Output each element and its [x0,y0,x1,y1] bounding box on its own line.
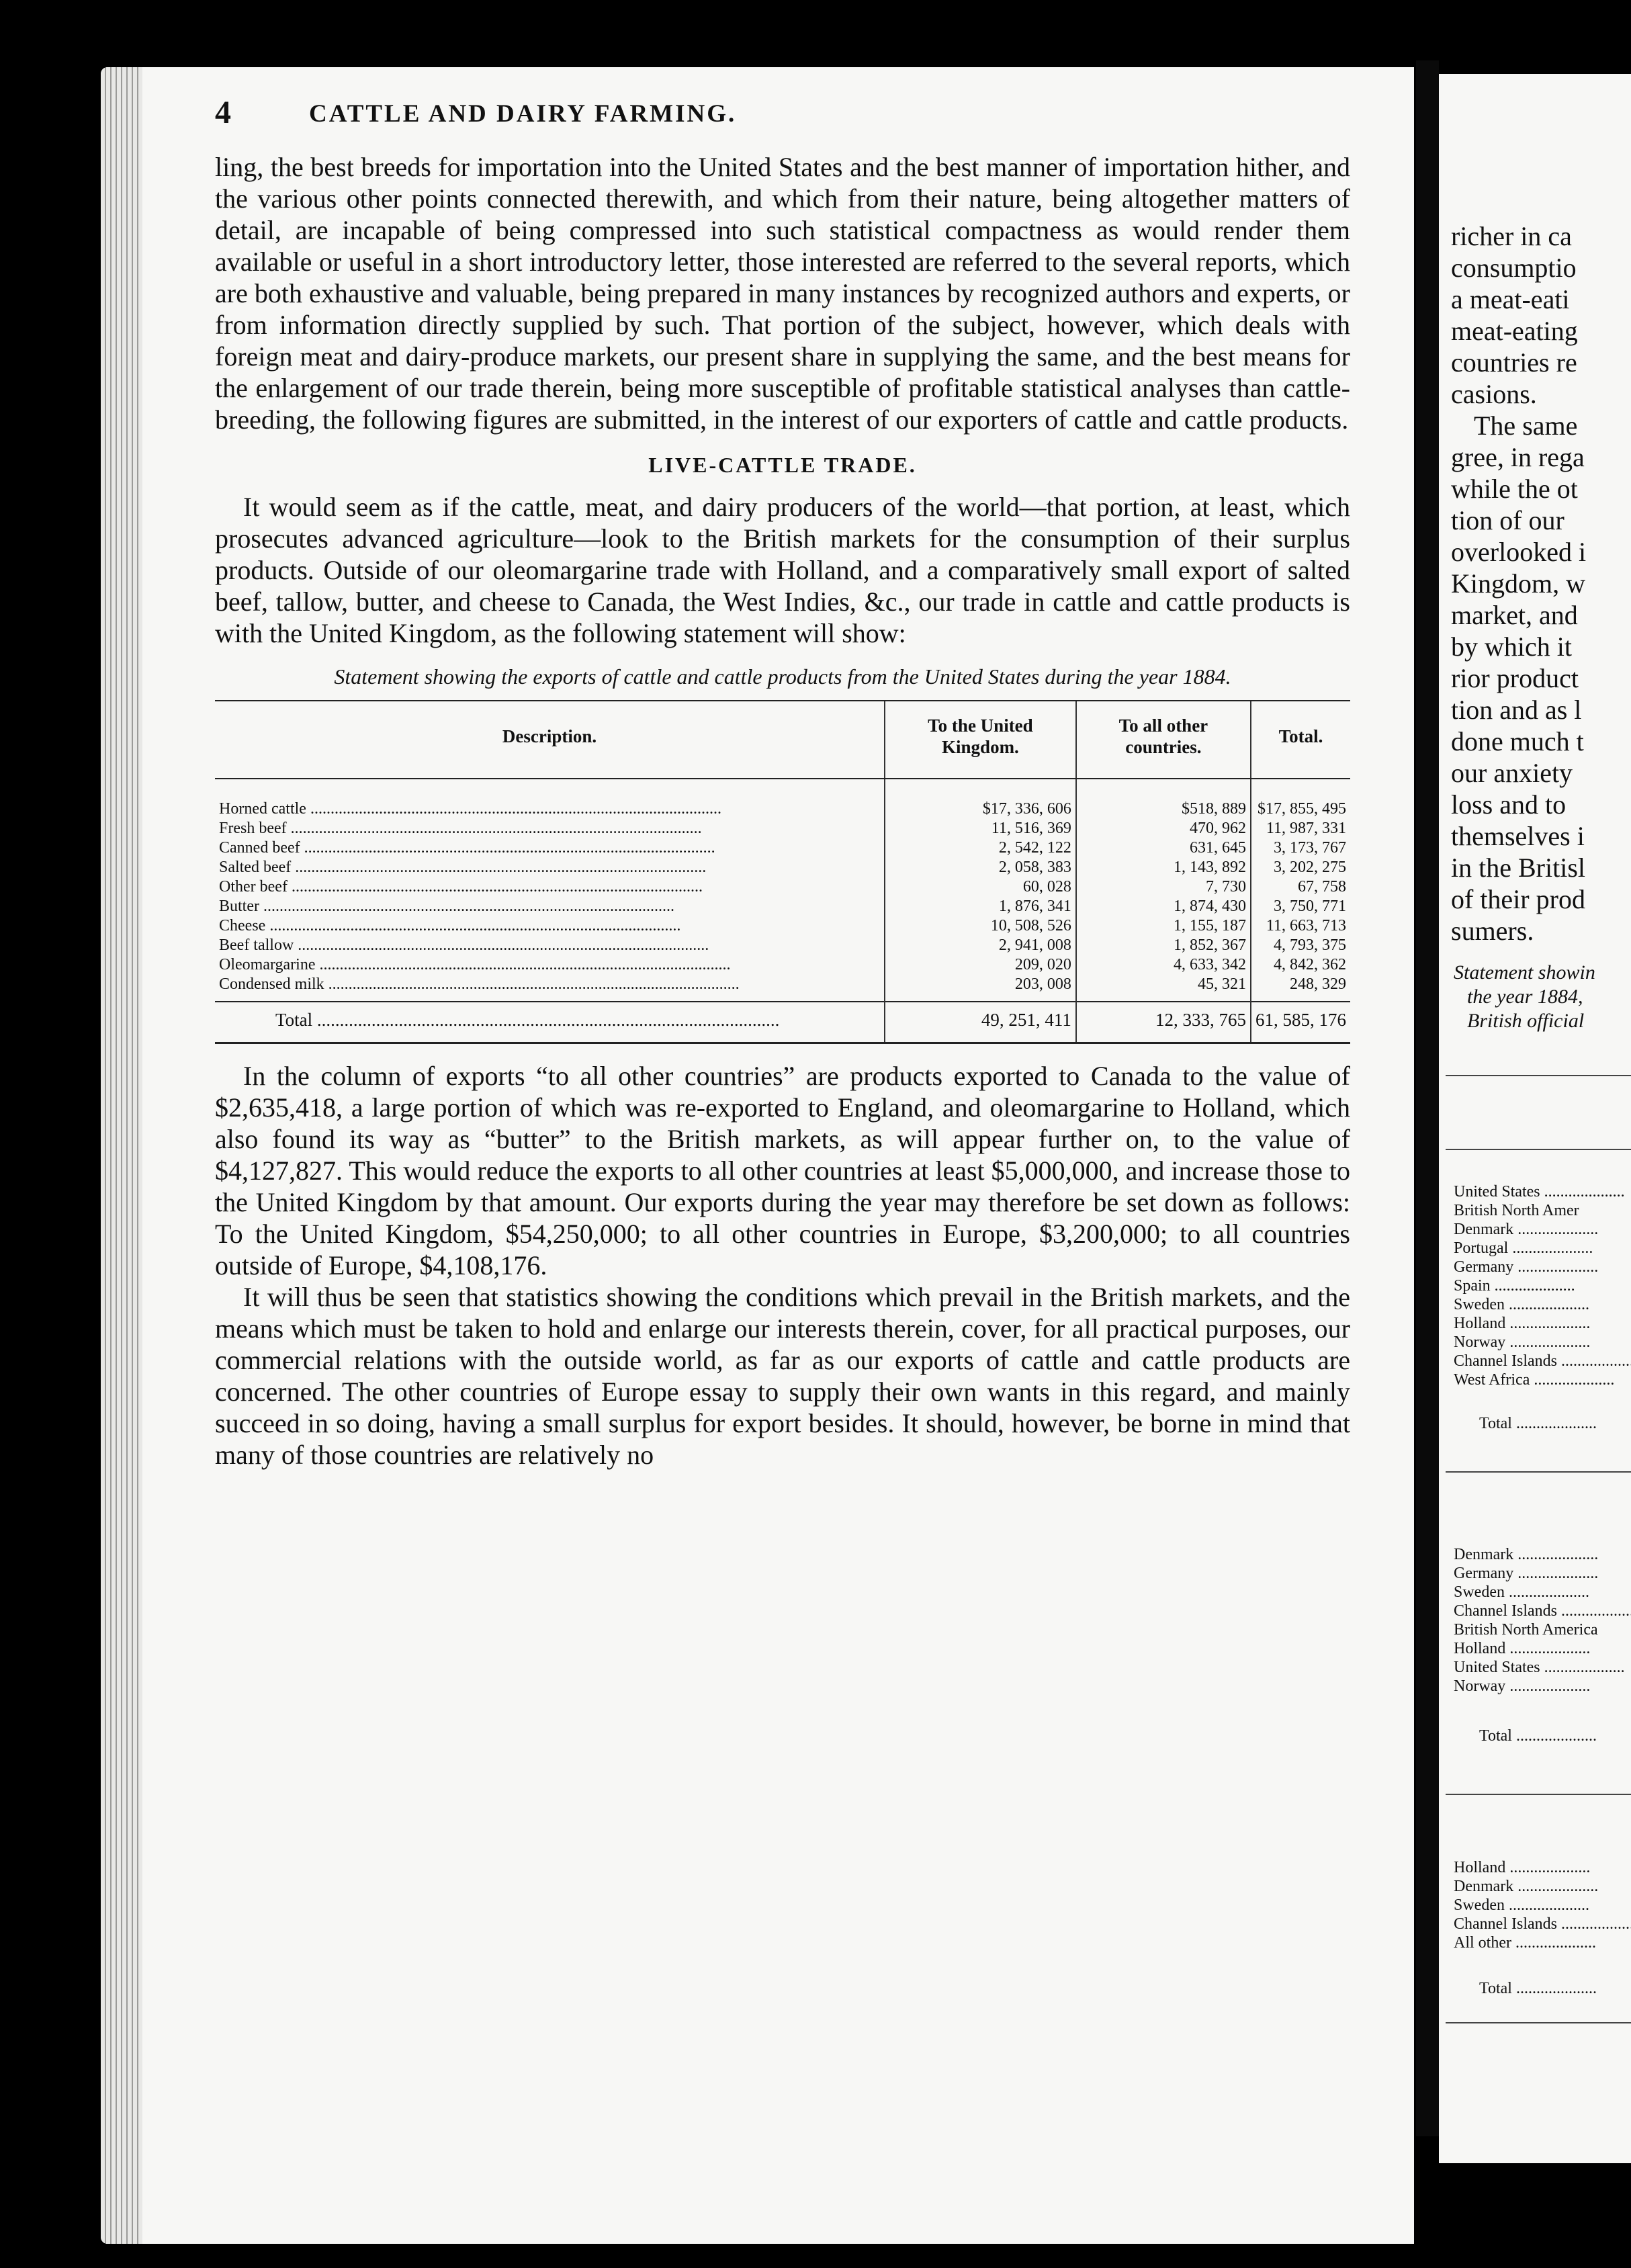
row-total-value: 11, 987, 331 [1251,819,1350,838]
right-text-line: richer in ca [1451,221,1572,251]
row-uk-value: 60, 028 [885,877,1076,897]
table-row [215,916,1350,936]
row-total-value: 11, 663, 713 [1251,916,1350,936]
row-description: Butter ..... [219,898,674,915]
row-other-value: $518, 889 [1076,779,1251,819]
group-total: Total ..... [1479,1414,1597,1433]
row-description: Other beef ..... [219,878,703,896]
table-row [215,955,1350,975]
exports-paragraph: In the column of exports “to all other countries” are products exported to Canada to the value of $2,635,418, a large portion of which was re-exported to England, and oleomargarine to Holland, which also found its way as “butter” to the British markets, as will appear further on, to the value of $4,127,827. This would reduce the exports to all other countries at least $5,000,000, and increase those to the United Kingdom by that amount. Our exports during the year may therefore be set down as follows: To the United Kingdom, $54,250,000; to all other countries in Europe, $3,200,000; to all countries outside of Europe, $4,108,176. [215,1061,1350,1280]
row-other-value: 4, 633, 342 [1076,955,1251,975]
country-row: Spain ..... [1454,1276,1575,1295]
right-caption-line: the year 1884, [1467,986,1583,1008]
book-gutter [1416,60,1439,2136]
right-text-line: countries re [1451,347,1577,378]
country-row: Germany ..... [1454,1258,1598,1276]
country-row: Germany ..... [1454,1564,1598,1583]
right-caption-line: British official [1467,1010,1585,1032]
header-description: Description. [215,701,885,779]
right-text-line: loss and to [1451,789,1567,820]
table-rule [1446,1075,1631,1076]
row-description: Beef tallow ..... [219,936,709,954]
table-caption: Statement showing the exports of cattle and cattle products from the United States during the year 1884. [334,664,1231,689]
country-row: Portugal ..... [1454,1239,1593,1258]
row-description: Cheese ..... [219,917,680,934]
country-row: Norway ..... [1454,1677,1590,1696]
right-page-text [1439,74,1631,2163]
right-text-line: by which it [1451,631,1572,662]
row-description: Oleomargarine ..... [219,956,731,973]
right-text-line: done much t [1451,726,1584,756]
row-total-value: 4, 842, 362 [1251,955,1350,975]
row-other-value: 470, 962 [1076,819,1251,838]
page-edges [101,67,142,2244]
right-text-line: Kingdom, w [1451,568,1585,599]
table-row [215,858,1350,877]
total-other-value: 12, 333, 765 [1076,1002,1251,1043]
header-total: Total. [1251,701,1350,779]
row-description: Canned beef ..... [219,839,715,857]
row-total-value: 248, 329 [1251,975,1350,1002]
right-text-line: in the Britisl [1451,853,1585,883]
row-other-value: 1, 852, 367 [1076,936,1251,955]
row-total-value: 67, 758 [1251,877,1350,897]
table-rule [1446,2022,1631,2023]
page-number: 4 [215,95,231,130]
right-text-line: market, and [1451,600,1578,630]
table-row [215,897,1350,916]
country-row: Denmark ..... [1454,1545,1598,1564]
country-row: Holland ..... [1454,1858,1590,1877]
country-row: British North Amer [1454,1202,1579,1219]
right-text-line: gree, in rega [1451,442,1585,472]
intro-paragraph: ling, the best breeds for importation into the United States and the best manner of importation hither, and the various other points connected therewith, and which from their nature, being altogether matters of detail, are incapable of being compressed into such statistical compactness as would render them available or useful in a short introductory letter, those interested are referred to the several reports, which are both exhaustive and valuable, being prepared in many instances by recognized authors and experts, or from information directly supplied by such. That portion of the subject, however, which deals with foreign meat and dairy-produce markets, our present share in supplying the same, and the best means for the enlargement of our trade therein, being more susceptible of profitable statistical analyses than cattle-breeding, the following figures are submitted, in the interest of our exporters of cattle and cattle products. [215,152,1350,435]
row-total-value: 3, 202, 275 [1251,858,1350,877]
row-uk-value: 1, 876, 341 [885,897,1076,916]
right-text-line: of their prod [1451,884,1585,914]
row-uk-value: 209, 020 [885,955,1076,975]
right-text-line: casions. [1451,379,1537,409]
right-text-line: tion of our [1451,505,1564,535]
row-uk-value: 2, 542, 122 [885,838,1076,858]
row-total-value: 3, 173, 767 [1251,838,1350,858]
row-total-value: 3, 750, 771 [1251,897,1350,916]
section-paragraph: It would seem as if the cattle, meat, and dairy producers of the world—that portion, at least, which prosecutes advanced agriculture—look to the British markets for the consumption of their surplus products. Outside of our oleomargarine trade with Holland, and a comparatively small export of salted beef, tallow, butter, and cheese to Canada, the West Indies, &c., our trade in cattle and cattle products is with the United Kingdom, as the following statement will show: [215,492,1350,648]
table-header-row [215,701,1350,779]
right-text-line: a meat-eati [1451,284,1570,314]
row-description: Fresh beef ..... [219,820,702,837]
country-row: Norway ..... [1454,1333,1590,1352]
statistics-paragraph: It will thus be seen that statistics showing the conditions which prevail in the British markets, and the means which must be taken to hold and enlarge our interests therein, cover, for all practical purposes, our commercial relations with the outside world, as far as our exports of cattle and cattle products are concerned. The other countries of Europe essay to supply their own wants in this regard, and mainly succeed in so doing, having a small surplus for export besides. It should, however, be borne in mind that many of those countries are relatively no [215,1282,1350,1470]
country-row: United States ..... [1454,1182,1625,1201]
row-uk-value: 2, 058, 383 [885,858,1076,877]
country-row: Channel Islands ..... [1454,1915,1631,1933]
total-label: Total ..... [275,1010,779,1030]
table-row [215,819,1350,838]
header-united-kingdom: To the United Kingdom. [885,701,1076,779]
row-description: Horned cattle ..... [219,800,721,818]
right-text-line: our anxiety [1451,758,1573,788]
country-row: Channel Islands ..... [1454,1352,1631,1370]
right-text-line: while the ot [1451,474,1578,504]
right-text-line: The same [1474,410,1578,441]
row-other-value: 1, 143, 892 [1076,858,1251,877]
table-row [215,975,1350,1002]
row-uk-value: $17, 336, 606 [885,779,1076,819]
table-row [215,936,1350,955]
right-text-line: overlooked i [1451,537,1587,567]
table-rule [1446,1149,1631,1150]
country-row: British North America [1454,1621,1598,1639]
country-row: Sweden ..... [1454,1295,1589,1314]
row-uk-value: 203, 008 [885,975,1076,1002]
header-other-countries: To all other countries. [1076,701,1251,779]
row-other-value: 631, 645 [1076,838,1251,858]
right-text-line: tion and as l [1451,695,1582,725]
table-row [215,877,1350,897]
right-text-line: meat-eating [1451,316,1578,346]
right-text-line: rior product [1451,663,1579,693]
row-uk-value: 2, 941, 008 [885,936,1076,955]
row-description: Condensed milk ..... [219,975,740,993]
row-other-value: 1, 874, 430 [1076,897,1251,916]
country-row: Holland ..... [1454,1314,1590,1333]
country-row: Sweden ..... [1454,1896,1589,1915]
total-total-value: 61, 585, 176 [1251,1002,1350,1043]
row-uk-value: 10, 508, 526 [885,916,1076,936]
table-row [215,838,1350,858]
right-text-line: sumers. [1451,916,1534,946]
country-row: Denmark ..... [1454,1877,1598,1896]
right-text-line: themselves i [1451,821,1585,851]
right-text-line: consumptio [1451,253,1577,283]
section-heading: LIVE-CATTLE TRADE. [648,453,917,477]
row-uk-value: 11, 516, 369 [885,819,1076,838]
group-total: Total ..... [1479,1727,1597,1745]
right-caption-line: Statement showin [1454,961,1595,984]
row-other-value: 1, 155, 187 [1076,916,1251,936]
row-other-value: 7, 730 [1076,877,1251,897]
table-row [215,779,1350,819]
country-row: Sweden ..... [1454,1583,1589,1602]
country-row: United States ..... [1454,1658,1625,1677]
exports-table [215,700,1350,1044]
table-rule [1446,1794,1631,1795]
country-row: All other ..... [1454,1933,1596,1952]
running-head: CATTLE AND DAIRY FARMING. [309,100,737,128]
country-row: Denmark ..... [1454,1220,1598,1239]
table-rule [1446,1471,1631,1473]
row-description: Salted beef ..... [219,859,706,876]
table-total-row [215,1002,1350,1043]
row-total-value: 4, 793, 375 [1251,936,1350,955]
row-total-value: $17, 855, 495 [1251,779,1350,819]
country-row: Channel Islands ..... [1454,1602,1631,1620]
country-row: Holland ..... [1454,1639,1590,1658]
total-uk-value: 49, 251, 411 [885,1002,1076,1043]
country-row: West Africa ..... [1454,1370,1614,1389]
main-column [215,151,1350,1471]
row-other-value: 45, 321 [1076,975,1251,1002]
group-total: Total ..... [1479,1979,1597,1998]
